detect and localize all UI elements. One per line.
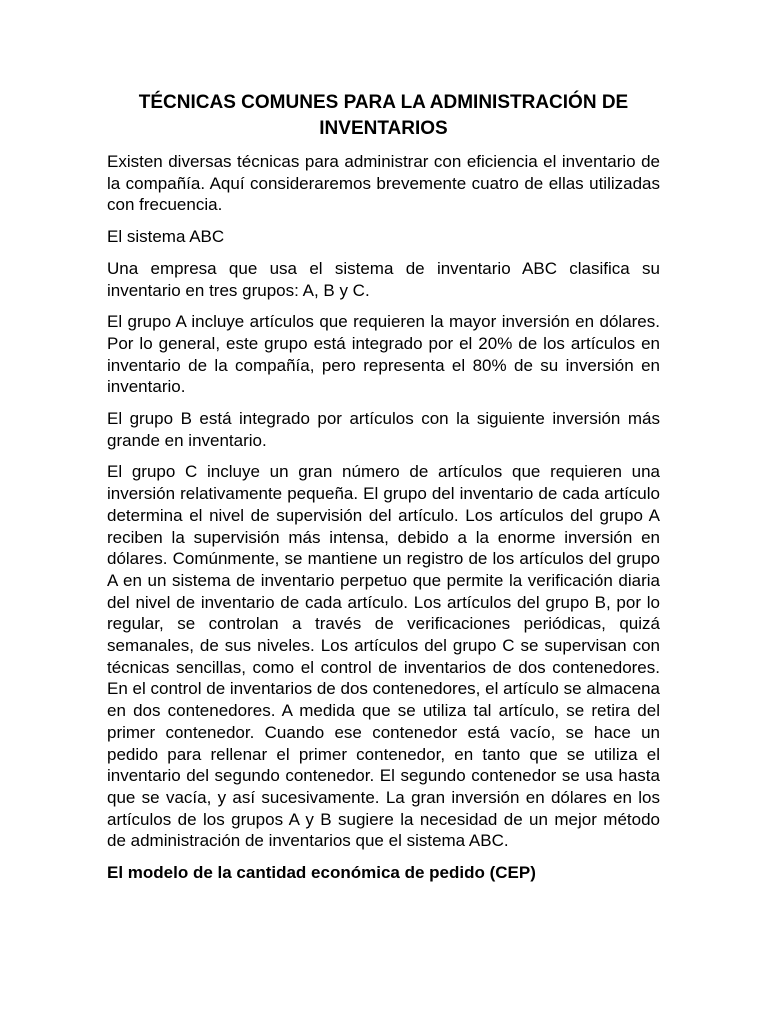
section-heading-cep: El modelo de la cantidad económica de pedido (CEP) bbox=[107, 863, 536, 883]
section-heading-abc: El sistema ABC bbox=[107, 227, 225, 247]
paragraph-abc-definition: Una empresa que usa el sistema de inventario ABC clasifica su inventario en tres grupos: A, B y C. bbox=[107, 258, 660, 300]
paragraph-group-a: El grupo A incluye artículos que requieren la mayor inversión en dólares. Por lo general, este grupo está integrado por el 20% de los artículos en inventario de la compañía, pero representa el 80% de su inversión en inventario. bbox=[107, 312, 660, 397]
document-title: TÉCNICAS COMUNES PARA LA ADMINISTRACIÓN DE INVENTARIOS bbox=[138, 92, 629, 139]
paragraph-group-c: El grupo C incluye un gran número de artículos que requieren una inversión relativamente pequeña. El grupo del inventario de cada artículo determina el nivel de supervisión del artículo. Los artículos del grupo A reciben la supervisión más intensa, debido a la enorme inversión en dólares. Comúnmente, se mantiene un registro de los artículos del grupo A en un sistema de inventario perpetuo que permite la verificación diaria del nivel de inventario de cada artículo. Los artículos del grupo B, por lo regular, se controlan a través de verificaciones periódicas, quizá semanales, de sus niveles. Los artículos del grupo C se supervisan con técnicas sencillas, como el control de inventarios de dos contenedores. En el control de inventarios de dos contenedores, el artículo se almacena en dos contenedores. A medida que se utiliza tal artículo, se retira del primer contenedor. Cuando ese contenedor está vacío, se hace un pedido para rellenar el primer contenedor, en tanto que se utiliza el inventario del segundo contenedor. El segundo contenedor se usa hasta que se vacía, y así sucesivamente. La gran inversión en dólares en los artículos de los grupos A y B sugiere la necesidad de un mejor método de administración de inventarios que el sistema ABC. bbox=[107, 462, 660, 851]
paragraph-group-b: El grupo B está integrado por artículos con la siguiente inversión más grande en inventario. bbox=[107, 409, 660, 450]
intro-paragraph: Existen diversas técnicas para administrar con eficiencia el inventario de la compañía. Aquí consideraremos brevemente cuatro de ellas utilizadas con frecuencia. bbox=[107, 152, 660, 215]
